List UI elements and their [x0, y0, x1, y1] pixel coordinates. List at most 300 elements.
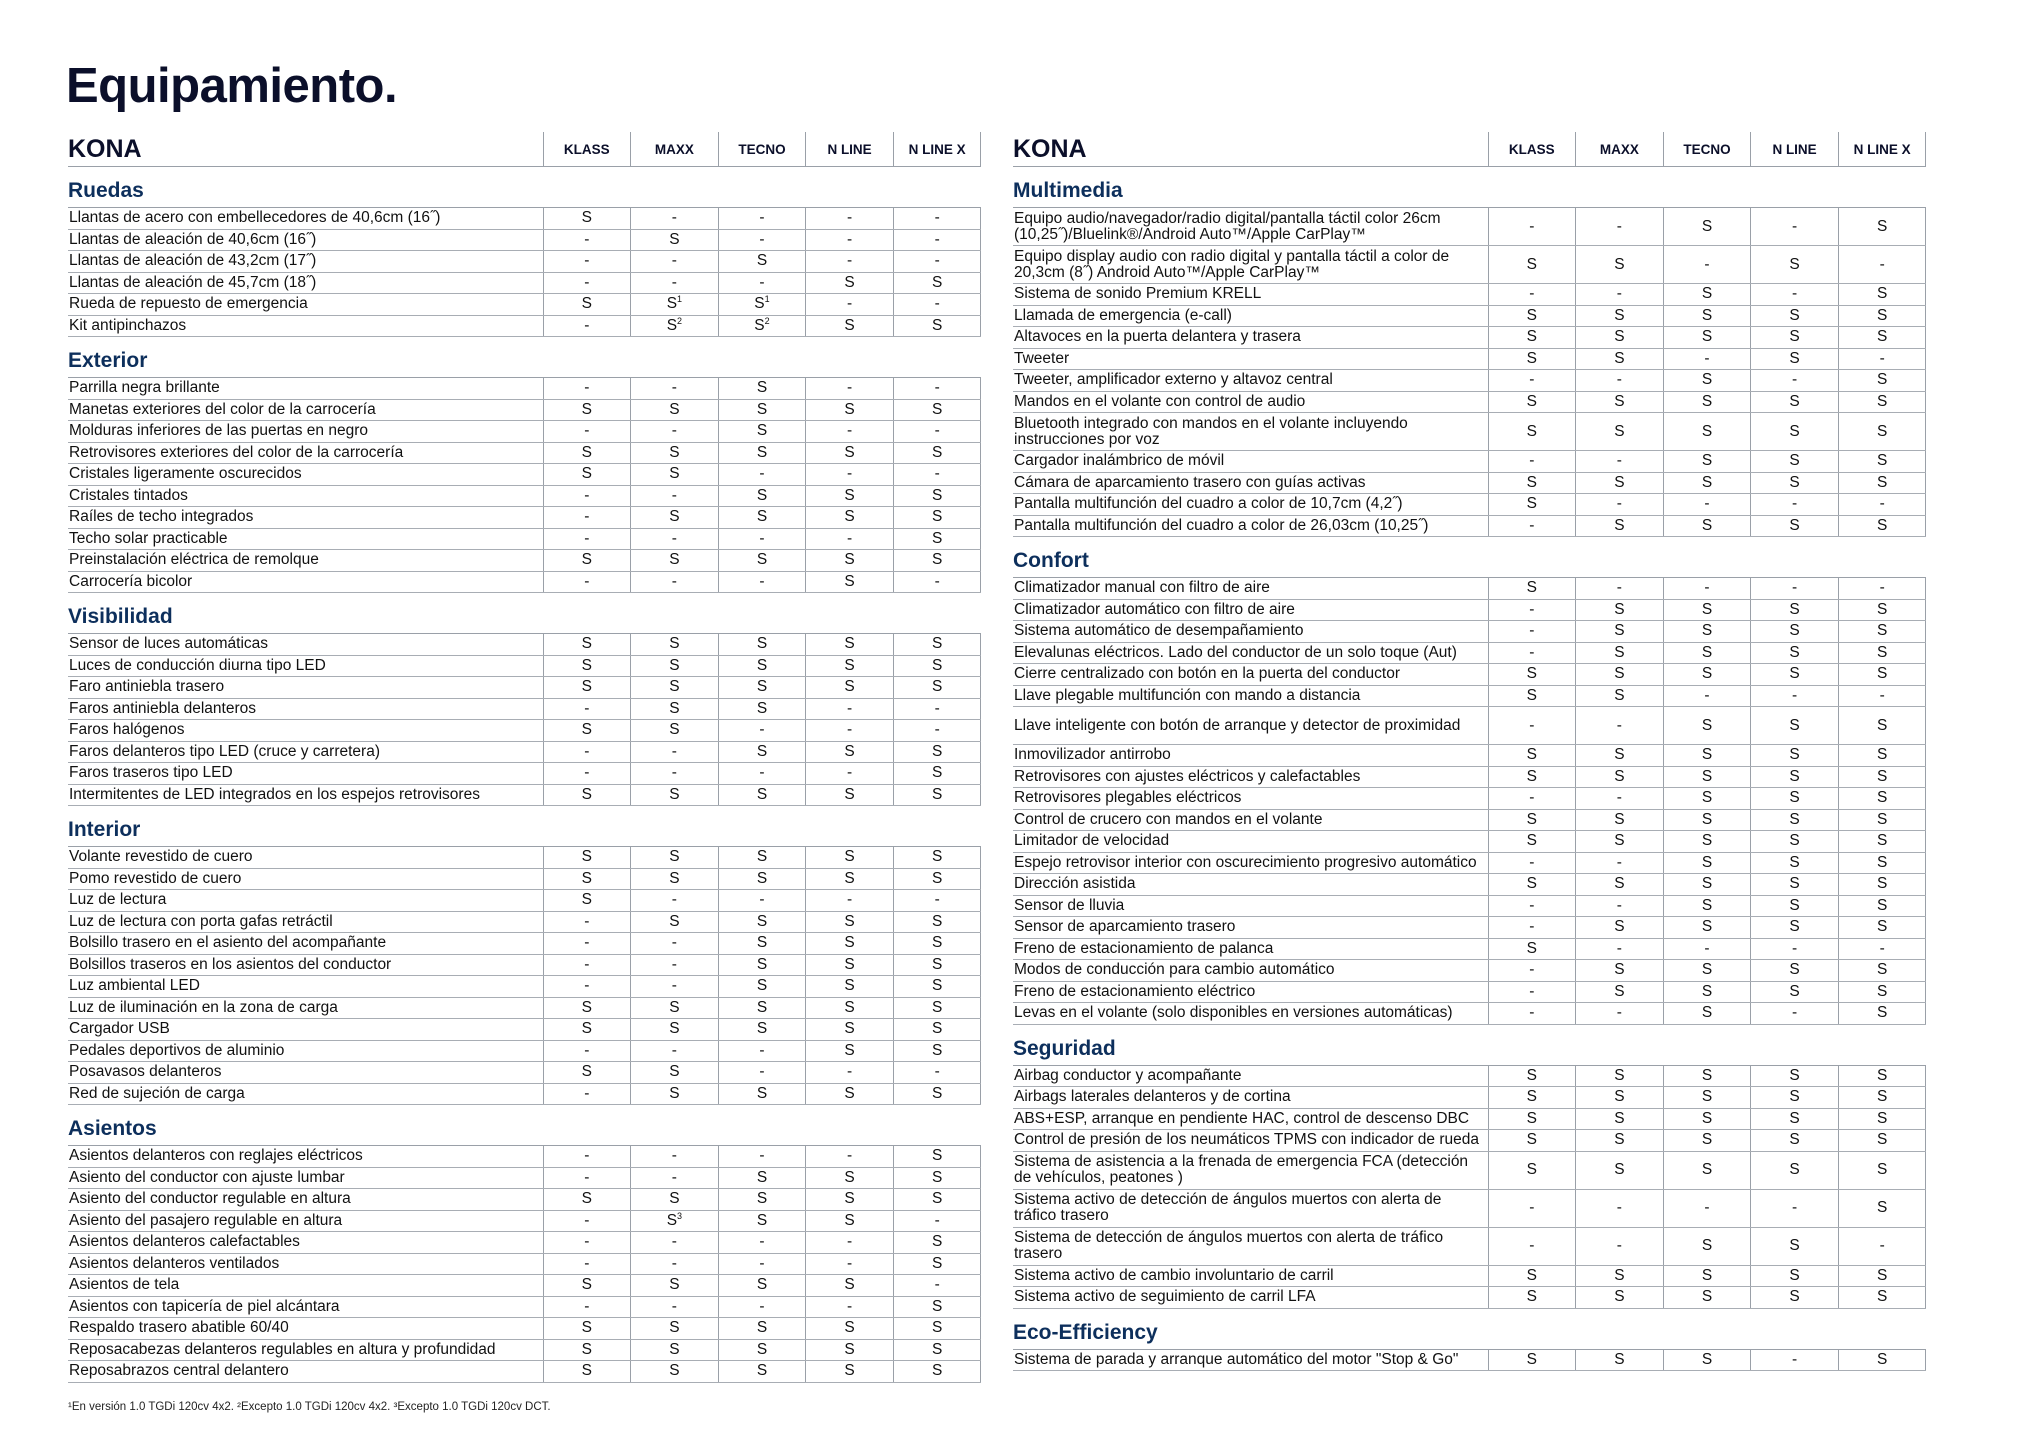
- feature-name: Freno de estacionamiento eléctrico: [1013, 981, 1488, 1003]
- table-row: [68, 1019, 981, 1041]
- availability-cell: -: [1488, 917, 1576, 939]
- feature-name: Asientos de tela: [68, 1275, 543, 1297]
- feature-name: Climatizador automático con filtro de aire: [1013, 599, 1488, 621]
- table-row: [1013, 917, 1926, 939]
- availability-cell: S: [893, 868, 981, 890]
- version-header: N LINE X: [893, 132, 981, 167]
- availability-cell: S: [1663, 642, 1751, 664]
- feature-name: Manetas exteriores del color de la carrocería: [68, 399, 543, 421]
- table-row: [1013, 960, 1926, 982]
- availability-cell: -: [631, 272, 719, 294]
- availability-cell: S: [806, 868, 894, 890]
- availability-cell: -: [1488, 707, 1576, 745]
- availability-cell: S: [1838, 831, 1926, 853]
- feature-name: Luces de conducción diurna tipo LED: [68, 655, 543, 677]
- availability-cell: -: [1663, 578, 1751, 600]
- availability-cell: S: [543, 1318, 631, 1340]
- table-header: [1013, 132, 1926, 167]
- availability-cell: -: [806, 1146, 894, 1168]
- availability-cell: S: [1576, 599, 1664, 621]
- availability-cell: S: [631, 507, 719, 529]
- availability-cell: -: [806, 251, 894, 273]
- table-row: [68, 294, 981, 316]
- availability-cell: S: [1838, 370, 1926, 392]
- table-row: [1013, 472, 1926, 494]
- availability-cell: -: [1576, 707, 1664, 745]
- feature-name: Intermitentes de LED integrados en los espejos retrovisores: [68, 784, 543, 806]
- availability-cell: -: [543, 741, 631, 763]
- availability-cell: S: [1663, 621, 1751, 643]
- availability-cell: -: [1751, 370, 1839, 392]
- availability-cell: -: [1488, 621, 1576, 643]
- table-row: [68, 933, 981, 955]
- left-table: [68, 132, 981, 1383]
- availability-cell: S: [1576, 960, 1664, 982]
- feature-name: Reposabrazos central delantero: [68, 1361, 543, 1383]
- availability-cell: S: [893, 485, 981, 507]
- availability-cell: S: [718, 997, 806, 1019]
- table-row: [68, 1361, 981, 1383]
- availability-cell: $S^1$: [631, 294, 719, 316]
- table-row: [1013, 370, 1926, 392]
- availability-cell: S: [631, 655, 719, 677]
- availability-cell: S: [1663, 599, 1751, 621]
- availability-cell: S: [806, 954, 894, 976]
- availability-cell: S: [893, 1040, 981, 1062]
- table-row: [68, 1210, 981, 1232]
- availability-cell: -: [1663, 348, 1751, 370]
- availability-cell: -: [806, 1253, 894, 1275]
- availability-cell: -: [1751, 1349, 1839, 1371]
- feature-name: Luz de lectura: [68, 890, 543, 912]
- table-row: [68, 1040, 981, 1062]
- availability-cell: $S^3$: [631, 1210, 719, 1232]
- availability-cell: S: [543, 399, 631, 421]
- feature-name: Molduras inferiores de las puertas en negro: [68, 421, 543, 443]
- table-row: [1013, 895, 1926, 917]
- feature-name: Climatizador manual con filtro de aire: [1013, 578, 1488, 600]
- feature-name: Asiento del conductor con ajuste lumbar: [68, 1167, 543, 1189]
- availability-cell: S: [893, 1296, 981, 1318]
- availability-cell: S: [806, 847, 894, 869]
- availability-cell: -: [1576, 370, 1664, 392]
- availability-cell: S: [806, 272, 894, 294]
- availability-cell: S: [1488, 1108, 1576, 1130]
- table-row: [68, 677, 981, 699]
- table-row: [1013, 1003, 1926, 1025]
- feature-name: Luz de lectura con porta gafas retráctil: [68, 911, 543, 933]
- feature-name: Bolsillos traseros en los asientos del conductor: [68, 954, 543, 976]
- availability-cell: S: [1751, 305, 1839, 327]
- feature-name: Asiento del conductor regulable en altura: [68, 1189, 543, 1211]
- availability-cell: -: [893, 421, 981, 443]
- availability-cell: -: [718, 1253, 806, 1275]
- availability-cell: -: [543, 954, 631, 976]
- feature-name: Sistema de asistencia a la frenada de emergencia FCA (detección de vehículos, peatones ): [1013, 1151, 1488, 1189]
- availability-cell: S: [1663, 1151, 1751, 1189]
- availability-cell: -: [631, 1040, 719, 1062]
- availability-cell: S: [893, 677, 981, 699]
- availability-cell: S: [543, 294, 631, 316]
- availability-cell: S: [1838, 1349, 1926, 1371]
- feature-name: Elevalunas eléctricos. Lado del conductor de un solo toque (Aut): [1013, 642, 1488, 664]
- availability-cell: -: [718, 1062, 806, 1084]
- availability-cell: S: [631, 399, 719, 421]
- footnote-marker: 1: [677, 294, 683, 305]
- availability-cell: -: [1576, 494, 1664, 516]
- model-name: KONA: [1013, 132, 1488, 167]
- availability-cell: S: [718, 399, 806, 421]
- table-row: [68, 229, 981, 251]
- table-row: [68, 1339, 981, 1361]
- availability-cell: S: [718, 655, 806, 677]
- availability-cell: S: [631, 1083, 719, 1105]
- availability-cell: -: [1838, 1227, 1926, 1265]
- availability-cell: -: [806, 421, 894, 443]
- version-header: MAXX: [631, 132, 719, 167]
- availability-cell: S: [1576, 348, 1664, 370]
- availability-cell: -: [718, 890, 806, 912]
- feature-name: Faros antiniebla delanteros: [68, 698, 543, 720]
- footnote-marker: 3: [677, 1210, 683, 1221]
- availability-cell: -: [631, 485, 719, 507]
- availability-cell: S: [1576, 981, 1664, 1003]
- availability-cell: S: [893, 997, 981, 1019]
- availability-cell: S: [1488, 1087, 1576, 1109]
- availability-cell: -: [806, 208, 894, 230]
- availability-cell: -: [1488, 451, 1576, 473]
- section-header: [68, 337, 981, 378]
- availability-cell: S: [718, 507, 806, 529]
- table-row: [1013, 1065, 1926, 1087]
- table-row: [1013, 745, 1926, 767]
- availability-cell: S: [718, 1361, 806, 1383]
- availability-cell: -: [1838, 685, 1926, 707]
- availability-cell: S: [893, 272, 981, 294]
- availability-cell: -: [631, 1296, 719, 1318]
- version-header: KLASS: [1488, 132, 1576, 167]
- table-row: [68, 1275, 981, 1297]
- table-row: [1013, 981, 1926, 1003]
- availability-cell: S: [1663, 664, 1751, 686]
- availability-cell: S: [1838, 788, 1926, 810]
- availability-cell: -: [806, 1062, 894, 1084]
- availability-cell: S: [1838, 917, 1926, 939]
- availability-cell: S: [718, 1339, 806, 1361]
- availability-cell: -: [631, 1167, 719, 1189]
- availability-cell: -: [893, 208, 981, 230]
- availability-cell: S: [893, 1167, 981, 1189]
- availability-cell: S: [1663, 1265, 1751, 1287]
- table-header: [68, 132, 981, 167]
- feature-name: Asiento del pasajero regulable en altura: [68, 1210, 543, 1232]
- table-row: [68, 1232, 981, 1254]
- availability-cell: S: [1751, 621, 1839, 643]
- availability-cell: S: [806, 997, 894, 1019]
- availability-cell: S: [893, 954, 981, 976]
- availability-cell: -: [631, 954, 719, 976]
- availability-cell: -: [543, 698, 631, 720]
- availability-cell: S: [1576, 1130, 1664, 1152]
- availability-cell: S: [543, 655, 631, 677]
- feature-name: Llantas de acero con embellecedores de 40,6cm (16˝): [68, 208, 543, 230]
- availability-cell: -: [1751, 1189, 1839, 1227]
- table-row: [68, 954, 981, 976]
- availability-cell: -: [631, 976, 719, 998]
- availability-cell: -: [543, 1296, 631, 1318]
- availability-cell: S: [718, 550, 806, 572]
- table-row: [1013, 874, 1926, 896]
- availability-cell: -: [718, 1232, 806, 1254]
- availability-cell: S: [718, 847, 806, 869]
- availability-cell: S: [543, 1339, 631, 1361]
- availability-cell: S: [1576, 1265, 1664, 1287]
- feature-name: Freno de estacionamiento de palanca: [1013, 938, 1488, 960]
- feature-name: Levas en el volante (solo disponibles en versiones automáticas): [1013, 1003, 1488, 1025]
- feature-name: Sistema activo de cambio involuntario de carril: [1013, 1265, 1488, 1287]
- table-row: [68, 784, 981, 806]
- availability-cell: S: [631, 698, 719, 720]
- feature-name: Cristales tintados: [68, 485, 543, 507]
- availability-cell: S: [1751, 1087, 1839, 1109]
- section-header: [68, 806, 981, 847]
- availability-cell: S: [806, 399, 894, 421]
- table-row: [1013, 391, 1926, 413]
- section-title: Interior: [68, 818, 141, 841]
- table-row: [1013, 766, 1926, 788]
- availability-cell: -: [1576, 938, 1664, 960]
- availability-cell: S: [1576, 305, 1664, 327]
- availability-cell: -: [806, 698, 894, 720]
- availability-cell: S: [893, 763, 981, 785]
- availability-cell: S: [1576, 685, 1664, 707]
- table-row: [1013, 1130, 1926, 1152]
- availability-cell: S: [1838, 284, 1926, 306]
- availability-cell: S: [1838, 515, 1926, 537]
- availability-cell: -: [1838, 494, 1926, 516]
- table-row: [1013, 852, 1926, 874]
- availability-cell: S: [806, 1318, 894, 1340]
- version-header: N LINE: [1751, 132, 1839, 167]
- availability-cell: S: [1751, 664, 1839, 686]
- availability-cell: -: [1576, 852, 1664, 874]
- availability-cell: -: [893, 294, 981, 316]
- availability-cell: S: [543, 1275, 631, 1297]
- availability-cell: S: [1576, 874, 1664, 896]
- table-row: [1013, 1227, 1926, 1265]
- availability-cell: S: [1751, 766, 1839, 788]
- feature-name: Bluetooth integrado con mandos en el volante incluyendo instrucciones por voz: [1013, 413, 1488, 451]
- availability-cell: -: [1751, 938, 1839, 960]
- availability-cell: -: [1838, 938, 1926, 960]
- availability-cell: S: [1838, 1065, 1926, 1087]
- table-row: [1013, 938, 1926, 960]
- availability-cell: -: [543, 1232, 631, 1254]
- availability-cell: S: [631, 868, 719, 890]
- availability-cell: S: [893, 634, 981, 656]
- availability-cell: S: [893, 847, 981, 869]
- availability-cell: S: [543, 1062, 631, 1084]
- table-row: [1013, 1349, 1926, 1371]
- availability-cell: S: [631, 1318, 719, 1340]
- availability-cell: S: [718, 784, 806, 806]
- availability-cell: S: [1751, 1265, 1839, 1287]
- availability-cell: S: [1576, 766, 1664, 788]
- availability-cell: S: [1663, 1227, 1751, 1265]
- table-row: [1013, 1087, 1926, 1109]
- availability-cell: S: [1751, 1151, 1839, 1189]
- availability-cell: $S^1$: [718, 294, 806, 316]
- availability-cell: S: [543, 634, 631, 656]
- table-row: [1013, 788, 1926, 810]
- table-row: [1013, 809, 1926, 831]
- footnote: ¹En versión 1.0 TGDi 120cv 4x2. ²Excepto 1.0 TGDi 120cv 4x2. ³Excepto 1.0 TGDi 120cv DCT.: [68, 1401, 551, 1413]
- availability-cell: S: [1488, 578, 1576, 600]
- availability-cell: S: [1751, 472, 1839, 494]
- feature-name: Control de presión de los neumáticos TPMS con indicador de rueda: [1013, 1130, 1488, 1152]
- availability-cell: S: [893, 507, 981, 529]
- availability-cell: S: [1663, 1287, 1751, 1309]
- availability-cell: -: [1576, 1003, 1664, 1025]
- availability-cell: -: [543, 571, 631, 593]
- availability-cell: -: [1576, 208, 1664, 246]
- feature-name: Red de sujeción de carga: [68, 1083, 543, 1105]
- table-row: [1013, 327, 1926, 349]
- availability-cell: S: [806, 1083, 894, 1105]
- table-row: [1013, 707, 1926, 745]
- version-header: TECNO: [718, 132, 806, 167]
- availability-cell: -: [543, 911, 631, 933]
- availability-cell: -: [1488, 1189, 1576, 1227]
- availability-cell: -: [1576, 284, 1664, 306]
- availability-cell: S: [543, 1189, 631, 1211]
- table-row: [68, 251, 981, 273]
- availability-cell: -: [543, 976, 631, 998]
- availability-cell: -: [718, 229, 806, 251]
- feature-name: Carrocería bicolor: [68, 571, 543, 593]
- feature-name: Sistema de detección de ángulos muertos con alerta de tráfico trasero: [1013, 1227, 1488, 1265]
- availability-cell: S: [631, 464, 719, 486]
- availability-cell: S: [1488, 413, 1576, 451]
- availability-cell: -: [1488, 1003, 1576, 1025]
- availability-cell: S: [1663, 515, 1751, 537]
- availability-cell: S: [1751, 981, 1839, 1003]
- availability-cell: -: [1488, 895, 1576, 917]
- availability-cell: S: [806, 442, 894, 464]
- section-header: [68, 593, 981, 634]
- availability-cell: S: [1838, 621, 1926, 643]
- availability-cell: -: [1488, 515, 1576, 537]
- availability-cell: S: [631, 997, 719, 1019]
- availability-cell: S: [1838, 1287, 1926, 1309]
- section-header: [1013, 167, 1926, 208]
- availability-cell: S: [806, 677, 894, 699]
- availability-cell: -: [893, 378, 981, 400]
- feature-name: Asientos con tapicería de piel alcántara: [68, 1296, 543, 1318]
- availability-cell: -: [1838, 246, 1926, 284]
- availability-cell: S: [1751, 707, 1839, 745]
- availability-cell: S: [1663, 809, 1751, 831]
- availability-cell: S: [806, 1019, 894, 1041]
- availability-cell: S: [1838, 895, 1926, 917]
- availability-cell: -: [893, 1275, 981, 1297]
- availability-cell: S: [1751, 1065, 1839, 1087]
- availability-cell: -: [1663, 246, 1751, 284]
- availability-cell: -: [1663, 1189, 1751, 1227]
- table-row: [1013, 1108, 1926, 1130]
- availability-cell: -: [893, 1062, 981, 1084]
- table-row: [68, 634, 981, 656]
- availability-cell: S: [1576, 413, 1664, 451]
- availability-cell: S: [1663, 208, 1751, 246]
- availability-cell: S: [1751, 327, 1839, 349]
- availability-cell: S: [1751, 917, 1839, 939]
- availability-cell: S: [1663, 874, 1751, 896]
- availability-cell: S: [631, 1361, 719, 1383]
- availability-cell: S: [1663, 981, 1751, 1003]
- availability-cell: -: [718, 464, 806, 486]
- feature-name: Llave plegable multifunción con mando a distancia: [1013, 685, 1488, 707]
- availability-cell: S: [1663, 370, 1751, 392]
- availability-cell: -: [806, 1296, 894, 1318]
- feature-name: Tweeter: [1013, 348, 1488, 370]
- availability-cell: S: [1838, 1108, 1926, 1130]
- right-table: [1013, 132, 1926, 1371]
- availability-cell: -: [1751, 685, 1839, 707]
- availability-cell: S: [806, 485, 894, 507]
- table-row: [1013, 685, 1926, 707]
- availability-cell: S: [1488, 831, 1576, 853]
- availability-cell: -: [1663, 494, 1751, 516]
- table-row: [68, 464, 981, 486]
- section-title: Visibilidad: [68, 605, 173, 628]
- availability-cell: S: [893, 655, 981, 677]
- feature-name: Asientos delanteros con reglajes eléctricos: [68, 1146, 543, 1168]
- section-header: [1013, 537, 1926, 578]
- section-title: Confort: [1013, 549, 1089, 572]
- availability-cell: S: [718, 1275, 806, 1297]
- availability-cell: -: [1576, 788, 1664, 810]
- availability-cell: -: [718, 208, 806, 230]
- feature-name: Limitador de velocidad: [1013, 831, 1488, 853]
- table-row: [1013, 1151, 1926, 1189]
- availability-cell: $S^2$: [631, 315, 719, 337]
- availability-cell: -: [631, 741, 719, 763]
- availability-cell: S: [1576, 917, 1664, 939]
- availability-cell: -: [806, 1232, 894, 1254]
- availability-cell: S: [1751, 348, 1839, 370]
- availability-cell: S: [718, 421, 806, 443]
- availability-cell: -: [806, 763, 894, 785]
- availability-cell: S: [1576, 515, 1664, 537]
- availability-cell: S: [543, 784, 631, 806]
- availability-cell: S: [718, 698, 806, 720]
- table-row: [68, 890, 981, 912]
- equipment-table-right: [1013, 132, 1926, 1371]
- availability-cell: S: [1488, 1349, 1576, 1371]
- availability-cell: S: [1751, 960, 1839, 982]
- page-title: Equipamiento.: [66, 59, 398, 113]
- availability-cell: S: [893, 399, 981, 421]
- model-name: KONA: [68, 132, 543, 167]
- availability-cell: S: [1576, 391, 1664, 413]
- availability-cell: S: [1488, 1130, 1576, 1152]
- availability-cell: S: [1751, 895, 1839, 917]
- availability-cell: -: [893, 720, 981, 742]
- availability-cell: -: [1488, 370, 1576, 392]
- table-row: [68, 208, 981, 230]
- availability-cell: -: [631, 421, 719, 443]
